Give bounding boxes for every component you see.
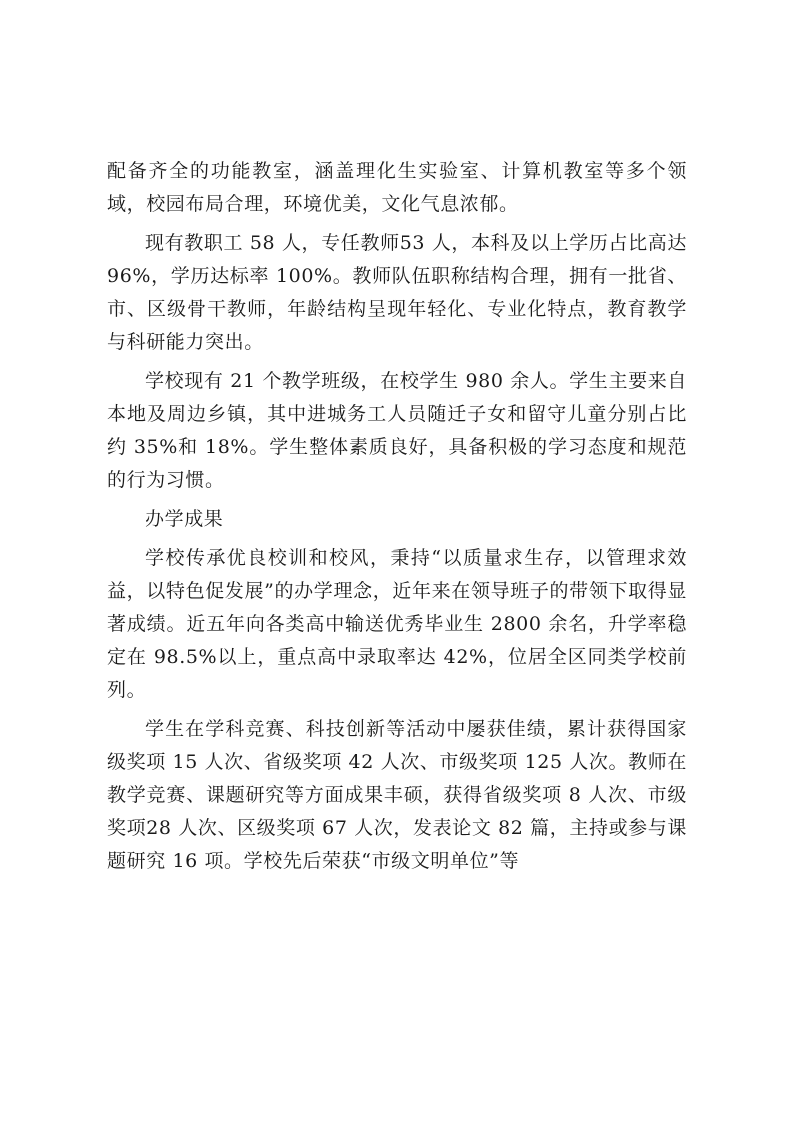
paragraph-awards: 学生在学科竞赛、科技创新等活动中屡获佳绩，累计获得国家级奖项 15 人次、省级奖项 42 人次、市级奖项 125 人次。教师在教学竞赛、课题研究等方面成果丰硕，获得省级奖项 8 人次、市级奖项28 人次、区级奖项 67 人次，发表论文 82 篇，主持或参与课题研究 16 项。学校先后荣获“市级文明单位”等	[107, 718, 687, 872]
document-body	[107, 155, 687, 884]
paragraph-facilities: 配备齐全的功能教室，涵盖理化生实验室、计算机教室等多个领域，校园布局合理，环境优美，文化气息浓郁。	[107, 160, 687, 215]
paragraph-staff: 现有教职工 58 人，专任教师53 人，本科及以上学历占比高达 96%，学历达标率 100%。教师队伍职称结构合理，拥有一批省、市、区级骨干教师，年龄结构呈现年轻化、专业化特点，教育教学与科研能力突出。	[107, 232, 687, 353]
paragraph-students: 学校现有 21 个教学班级，在校学生 980 余人。学生主要来自本地及周边乡镇，其中进城务工人员随迁子女和留守儿童分别占比约 35%和 18%。学生整体素质良好，具备积极的学习态度和规范的行为习惯。	[107, 370, 687, 491]
section-heading-achievements: 办学成果	[145, 508, 224, 530]
paragraph-philosophy-results: 学校传承优良校训和校风，秉持“以质量求生存，以管理求效益，以特色促发展”的办学理念，近年来在领导班子的带领下取得显著成绩。近五年向各类高中输送优秀毕业生 2800 余名，升学率稳定在 98.5%以上，重点高中录取率达 42%，位居全区同类学校前列。	[107, 547, 687, 701]
